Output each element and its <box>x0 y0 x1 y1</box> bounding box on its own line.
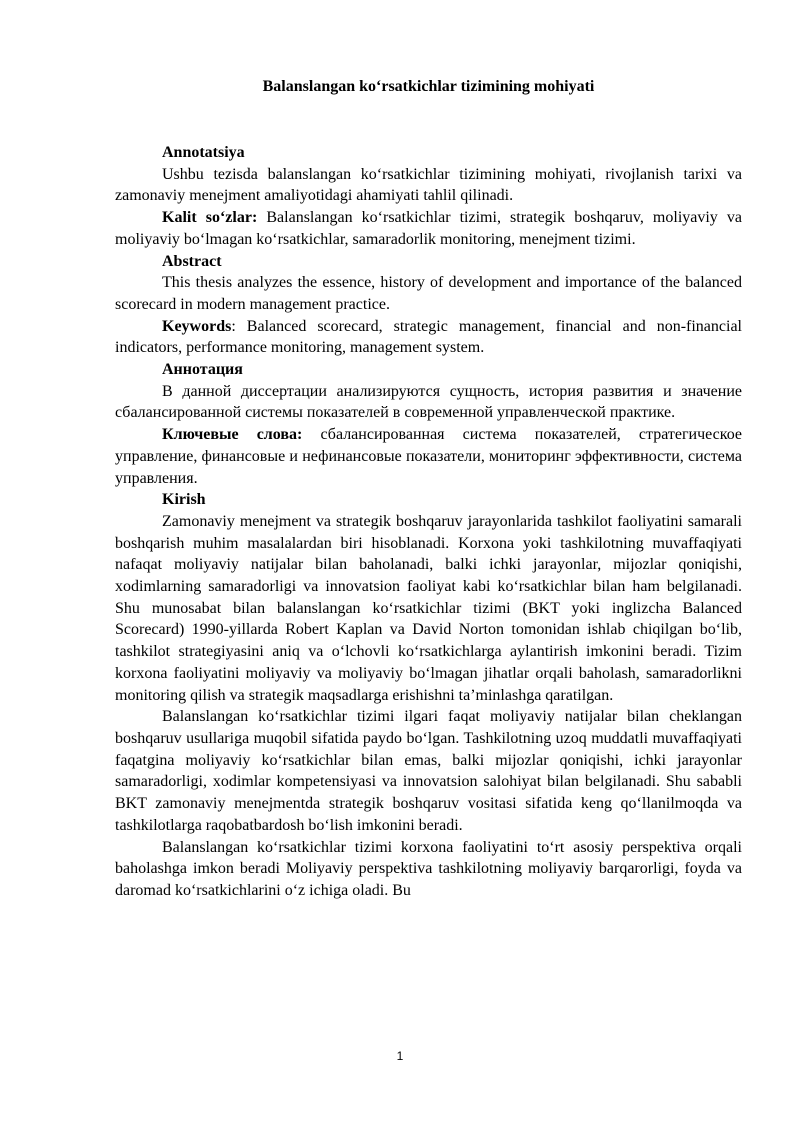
keywords-uz-label: Kalit so‘zlar: <box>162 209 258 227</box>
annotation-uz-text: Ushbu tezisda balanslangan ko‘rsatkichlar tizimining mohiyati, rivojlanish tarixi va zamonaviy menejment amaliyotidagi ahamiyati tahlil qilinadi. <box>115 165 742 205</box>
page-number: 1 <box>396 1049 404 1063</box>
keywords-en-paragraph <box>115 316 742 359</box>
introduction-paragraph: Balanslangan ko‘rsatkichlar tizimi ilgari faqat moliyaviy natijalar bilan cheklangan boshqaruv usullariga muqobil sifatida paydo bo‘lgan. Tashkilotning uzoq muddatli muvaffaqiyati faqatgina moliyaviy ko‘rsatkichlar bilan emas, balki mijozlar qoniqishi, ichki jarayonlar samaradorligi, xodimlar kompetensiyasi va innovatsion salohiyat bilan belgilanadi. Shu sababli BKT zamonaviy menejmentda strategik boshqaruv vositasi sifatida keng qo‘llanilmoqda va tashkilotlarga raqobatbardosh bo‘lish imkonini beradi. <box>115 708 742 834</box>
introduction-paragraph: Zamonaviy menejment va strategik boshqaruv jarayonlarida tashkilot faoliyatini samarali boshqarish muhim masalalardan biri hisoblanadi. Korxona yoki tashkilotning muvaffaqiyati nafaqat moliyaviy natijalar bilan baholanadi, balki ichki jarayonlar, mijozlar qoniqishi, xodimlarning samaradorligi va innovatsion faoliyat kabi ko‘rsatkichlar bilan ham belgilanadi. Shu munosabat bilan balanslangan ko‘rsatkichlar tizimi (BKT yoki inglizcha Balanced Scorecard) 1990-yillarda Robert Kaplan va David Norton tomonidan ishlab chiqilgan bo‘lib, tashkilot strategiyasini aniq va o‘lchovli ko‘rsatkichlarga aylantirish imkonini beradi. Tizim korxona faoliyatini moliyaviy va moliyaviy bo‘lmagan jihatlar orqali baholash, samaradorlikni monitoring qilish va strategik maqsadlarga erishishni ta’minlashga qaratilgan. <box>115 512 742 704</box>
keywords-en-text: : Balanced scorecard, strategic management, financial and non-financial indicators, performance monitoring, management system. <box>115 317 742 357</box>
document-body <box>115 142 742 902</box>
abstract-en-heading: Abstract <box>162 252 222 270</box>
annotation-uz-heading: Annotatsiya <box>162 144 245 161</box>
keywords-ru-text: сбалансированная система показателей, стратегическое управление, финансовые и нефинансовые показатели, мониторинг эффективности, система управления. <box>115 426 743 487</box>
keywords-ru-paragraph <box>115 424 742 489</box>
abstract-en-text: This thesis analyzes the essence, history of development and importance of the balanced scorecard in modern management practice. <box>115 274 742 313</box>
introduction-paragraph: Balanslangan ko‘rsatkichlar tizimi korxona faoliyatini to‘rt asosiy perspektiva orqali baholashga imkon beradi Moliyaviy perspektiva tashkilotning moliyaviy barqarorligi, foyda va daromad ko‘rsatkichlarini o‘z ichiga oladi. Bu <box>115 838 742 899</box>
keywords-en-label: Keywords <box>162 317 232 335</box>
keywords-uz-paragraph <box>115 207 742 250</box>
annotation-ru-text: В данной диссертации анализируются сущность, история развития и значение сбалансированной системы показателей в современной управленческой практике. <box>115 382 742 422</box>
annotation-ru-heading: Аннотация <box>162 361 243 379</box>
keywords-ru-label: Ключевые слова: <box>162 426 303 444</box>
introduction-heading: Kirish <box>162 491 206 509</box>
document-title: Balanslangan ko‘rsatkichlar tizimining mohiyati <box>262 78 595 95</box>
keywords-uz-text: Balanslangan ko‘rsatkichlar tizimi, strategik boshqaruv, moliyaviy va moliyaviy bo‘lmagan ko‘rsatkichlar, samaradorlik monitoring, menejment tizimi. <box>115 209 742 248</box>
